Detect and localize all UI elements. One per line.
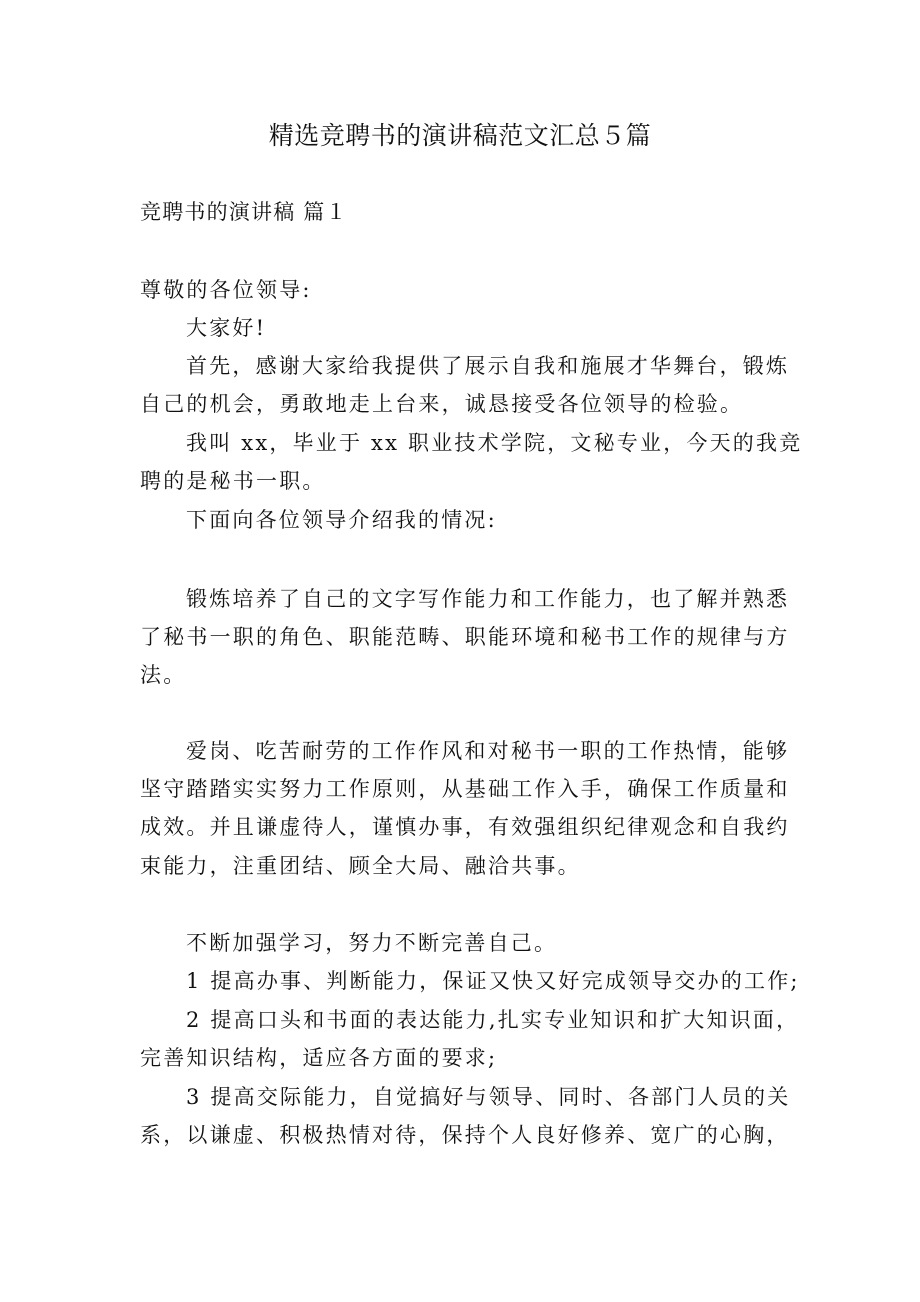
paragraph-line: 成效。并且谦虚待人，谨慎办事，有效强组织纪律观念和自我约 [140,815,790,839]
paragraph-line: 不断加强学习，努力不断完善自己。 [186,931,558,955]
paragraph-line: 聘的是秘书一职。 [140,469,326,493]
paragraph-line: 坚守踏踏实实努力工作原则，从基础工作入手，确保工作质量和 [140,777,790,801]
paragraph-line: 了秘书一职的角色、职能范畴、职能环境和秘书工作的规律与方 [140,625,790,649]
paragraph-line: 完善知识结构，适应各方面的要求; [140,1046,498,1070]
salutation: 尊敬的各位领导: [140,278,312,302]
paragraph-line: 我叫 xx，毕业于 xx 职业技术学院，文秘专业，今天的我竞 [186,431,803,455]
paragraph-line: 自己的机会，勇敢地走上台来，诚恳接受各位领导的检验。 [140,392,744,416]
greeting: 大家好! [186,316,267,340]
paragraph-line: 1 提高办事、判断能力，保证又快又好完成领导交办的工作; [186,969,800,993]
paragraph-line: 系，以谦虚、积极热情对待，保持个人良好修养、宽广的心胸， [140,1123,790,1147]
paragraph-line: 锻炼培养了自己的文字写作能力和工作能力，也了解并熟悉 [186,587,790,611]
section-heading: 竞聘书的演讲稿 篇１ [140,200,348,224]
paragraph-line: 下面向各位领导介绍我的情况: [186,508,497,532]
paragraph-line: 爱岗、吃苦耐劳的工作作风和对秘书一职的工作热情，能够 [186,739,790,763]
paragraph-line: 2 提高口头和书面的表达能力,扎实专业知识和扩大知识面， [186,1008,800,1032]
paragraph-line: 束能力，注重团结、顾全大局、融洽共事。 [140,854,581,878]
paragraph-line: 法。 [140,663,187,687]
document-title: 精选竞聘书的演讲稿范文汇总５篇 [268,121,652,150]
paragraph-line: 首先，感谢大家给我提供了展示自我和施展才华舞台，锻炼 [186,354,790,378]
paragraph-line: 3 提高交际能力，自觉搞好与领导、同时、各部门人员的关 [186,1085,791,1109]
